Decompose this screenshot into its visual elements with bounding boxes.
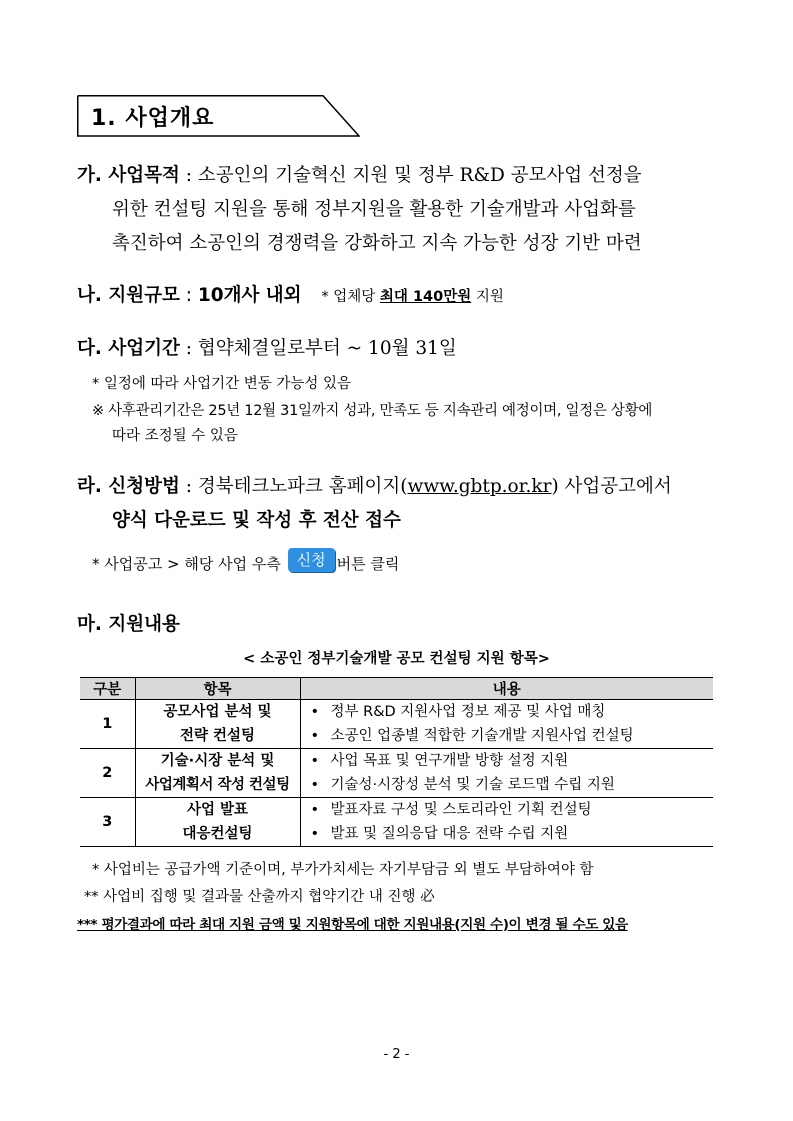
- row-item-line-2: 사업계획서 작성 컨설팅: [145, 777, 290, 793]
- bullet: •: [310, 753, 320, 769]
- period-label: 다. 사업기간: [77, 338, 180, 359]
- purpose-text-1: 소공인의 기술혁신 지원 및 정부 R&D 공모사업 선정을: [197, 165, 642, 186]
- scale-note-prefix: * 업체당: [321, 289, 380, 305]
- period-sep: :: [179, 338, 198, 359]
- row-content-line-2: [301, 822, 714, 846]
- row-item-line-2: 전략 컨설팅: [179, 728, 256, 744]
- apply-label: 라. 신청방법: [77, 476, 180, 497]
- header-item: 항목: [135, 678, 300, 700]
- row-content-line-1: [301, 700, 714, 724]
- bullet: •: [310, 704, 320, 720]
- row-content-line-1: [301, 749, 714, 773]
- row-number: 2: [80, 749, 135, 798]
- table-caption: < 소공인 정부기술개발 공모 컨설팅 지원 항목>: [243, 651, 550, 667]
- period-note-2a: ※ 사후관리기간은 25년 12월 31일까지 성과, 만족도 등 지속관리 예정이며, 일정은 상황에: [92, 403, 653, 419]
- table-row: [80, 798, 713, 847]
- row-number: 1: [80, 700, 135, 749]
- row-content-line-1: [301, 798, 714, 822]
- purpose-sep: :: [179, 165, 198, 186]
- row-content-text-2: 소공인 업종별 적합한 기술개발 지원사업 컨설팅: [330, 728, 634, 744]
- purpose-text-3: 촉진하여 소공인의 경쟁력을 강화하고 지속 가능한 성장 기반 마련: [112, 233, 642, 254]
- row-content-line-2: [301, 773, 714, 797]
- period-line: [77, 338, 457, 360]
- content-note-1: * 사업비는 공급가액 기준이며, 부가가치세는 자기부담금 외 별도 부담하여야 함: [92, 862, 594, 878]
- header-content: 내용: [300, 678, 713, 700]
- scale-note: [321, 289, 503, 305]
- row-content: [300, 798, 713, 847]
- section-title: 1. 사업개요: [91, 106, 215, 131]
- support-table: [80, 677, 713, 847]
- table-row: [80, 749, 713, 798]
- scale-note-suffix: 지원: [471, 289, 504, 305]
- apply-note-suffix: 버튼 클릭: [336, 555, 400, 573]
- row-item: [135, 749, 300, 798]
- purpose-label: 가. 사업목적: [77, 165, 180, 186]
- purpose-line-1: [77, 165, 642, 187]
- apply-url-link[interactable]: www.gbtp.or.kr: [407, 476, 552, 497]
- row-content: [300, 700, 713, 749]
- apply-note: [92, 552, 399, 576]
- content-note-3: *** 평가결과에 따라 최대 지원 금액 및 지원항목에 대한 지원내용(지원 수)이 변경 될 수도 있음: [77, 917, 628, 933]
- bullet: •: [310, 826, 320, 842]
- row-content: [300, 749, 713, 798]
- content-label: 마. 지원내용: [77, 614, 180, 635]
- row-content-text-1: 사업 목표 및 연구개발 방향 설정 지원: [330, 753, 569, 769]
- scale-value: 10개사 내외: [197, 285, 302, 306]
- row-item: [135, 798, 300, 847]
- bullet: •: [310, 728, 320, 744]
- row-item-line-1: 공모사업 분석 및: [163, 704, 272, 720]
- apply-text-prefix: 경북테크노파크 홈페이지(: [197, 476, 408, 497]
- section-header-box: [77, 95, 360, 137]
- apply-button[interactable]: 신청: [288, 548, 335, 572]
- content-note-2: ** 사업비 집행 및 결과물 산출까지 협약기간 내 진행 必: [84, 889, 435, 905]
- period-value: 협약체결일로부터 ~ 10월 31일: [197, 338, 457, 359]
- bullet: •: [310, 802, 320, 818]
- row-content-text-2: 발표 및 질의응답 대응 전략 수립 지원: [330, 826, 569, 842]
- apply-text-suffix: ) 사업공고에서: [551, 476, 672, 497]
- scale-line: [77, 285, 504, 308]
- row-item: [135, 700, 300, 749]
- scale-label: 나. 지원규모: [77, 285, 180, 306]
- period-note-1: * 일정에 따라 사업기간 변동 가능성 있음: [92, 376, 352, 392]
- row-item-line-2: 대응컨설팅: [182, 826, 253, 842]
- page-number: - 2 -: [383, 1047, 410, 1062]
- period-note-2b: 따라 조정될 수 있음: [112, 428, 238, 444]
- scale-sep: :: [179, 285, 198, 306]
- row-item-line-1: 사업 발표: [186, 802, 249, 818]
- apply-line-2: 양식 다운로드 및 작성 후 전산 접수: [112, 510, 401, 531]
- apply-line-1: [77, 476, 672, 498]
- row-content-text-1: 정부 R&D 지원사업 정보 제공 및 사업 매칭: [330, 704, 606, 720]
- apply-sep: :: [179, 476, 198, 497]
- row-number: 3: [80, 798, 135, 847]
- table-header-row: [80, 678, 713, 700]
- row-content-text-2: 기술성·시장성 분석 및 기술 로드맵 수립 지원: [330, 777, 615, 793]
- apply-note-prefix: * 사업공고 > 해당 사업 우측: [92, 555, 281, 573]
- row-content-line-2: [301, 724, 714, 748]
- purpose-text-2: 위한 컨설팅 지원을 통해 정부지원을 활용한 기술개발과 사업화를: [112, 199, 636, 220]
- table-row: [80, 700, 713, 749]
- bullet: •: [310, 777, 320, 793]
- row-item-line-1: 기술·시장 분석 및: [160, 753, 275, 769]
- header-category: 구분: [80, 678, 135, 700]
- scale-note-amount: 최대 140만원: [379, 289, 472, 305]
- row-content-text-1: 발표자료 구성 및 스토리라인 기획 컨설팅: [330, 802, 592, 818]
